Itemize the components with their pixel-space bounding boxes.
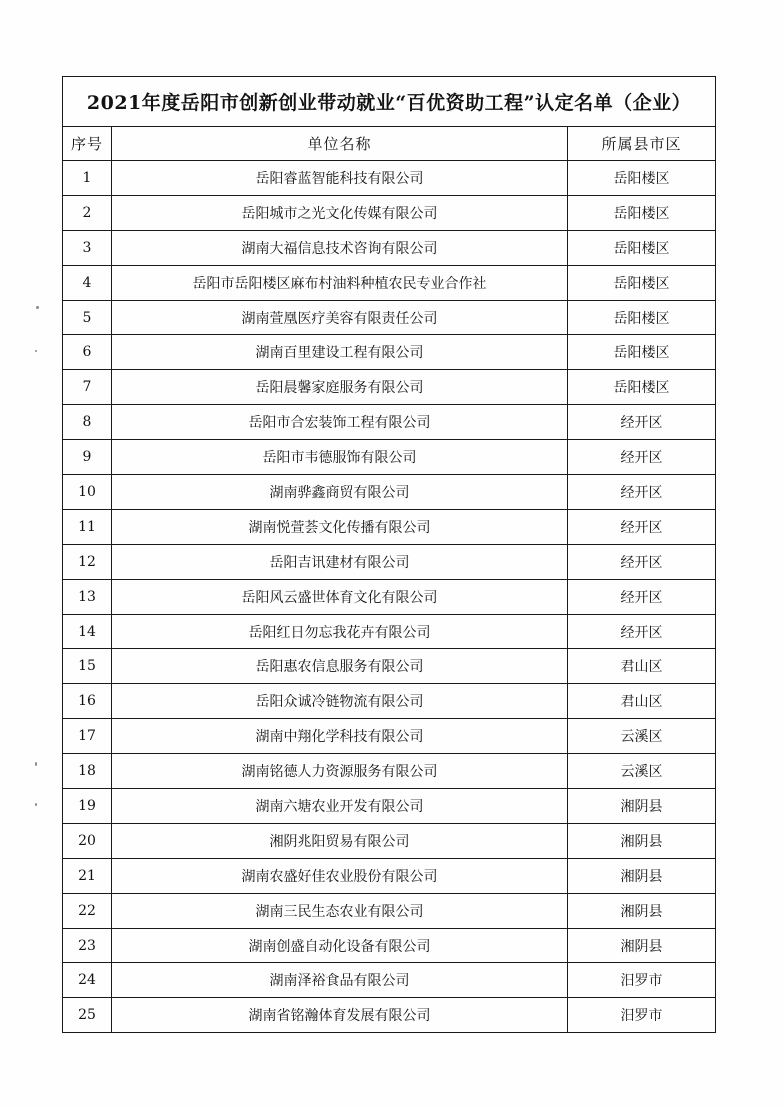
row-number: 11	[63, 509, 112, 544]
row-company-name: 湖南悦萱荟文化传播有限公司	[112, 509, 568, 544]
row-company-name: 湖南百里建设工程有限公司	[112, 335, 568, 370]
row-company-name: 湖南创盛自动化设备有限公司	[112, 928, 568, 963]
row-district: 汨罗市	[568, 998, 716, 1033]
row-district: 湘阴县	[568, 789, 716, 824]
row-district: 岳阳楼区	[568, 161, 716, 196]
row-number: 24	[63, 963, 112, 998]
row-district: 湘阴县	[568, 858, 716, 893]
row-number: 19	[63, 789, 112, 824]
row-district: 岳阳楼区	[568, 300, 716, 335]
row-company-name: 湖南中翔化学科技有限公司	[112, 719, 568, 754]
row-district: 岳阳楼区	[568, 265, 716, 300]
table-header-row	[63, 127, 716, 161]
table-row	[63, 544, 716, 579]
row-number: 25	[63, 998, 112, 1033]
row-company-name: 湖南泽裕食品有限公司	[112, 963, 568, 998]
row-district: 云溪区	[568, 719, 716, 754]
table-row	[63, 858, 716, 893]
row-number: 13	[63, 579, 112, 614]
row-company-name: 岳阳市岳阳楼区麻布村油料种植农民专业合作社	[112, 265, 568, 300]
row-district: 经开区	[568, 475, 716, 510]
row-number: 10	[63, 475, 112, 510]
row-district: 岳阳楼区	[568, 195, 716, 230]
row-number: 21	[63, 858, 112, 893]
document-title: 2021年度岳阳市创新创业带动就业“百优资助工程”认定名单（企业）	[63, 77, 716, 127]
row-district: 湘阴县	[568, 928, 716, 963]
table-row	[63, 614, 716, 649]
row-district: 汨罗市	[568, 963, 716, 998]
table-row	[63, 963, 716, 998]
row-district: 岳阳楼区	[568, 370, 716, 405]
row-district: 君山区	[568, 649, 716, 684]
row-company-name: 岳阳城市之光文化传媒有限公司	[112, 195, 568, 230]
scan-speck	[35, 350, 37, 352]
row-company-name: 湖南农盛好佳农业股份有限公司	[112, 858, 568, 893]
row-company-name: 湘阴兆阳贸易有限公司	[112, 823, 568, 858]
row-number: 1	[63, 161, 112, 196]
row-number: 23	[63, 928, 112, 963]
header-name: 单位名称	[112, 127, 568, 161]
table-row	[63, 579, 716, 614]
row-company-name: 岳阳风云盛世体育文化有限公司	[112, 579, 568, 614]
row-number: 12	[63, 544, 112, 579]
table-row	[63, 195, 716, 230]
table-row	[63, 230, 716, 265]
table-row	[63, 161, 716, 196]
table-row	[63, 823, 716, 858]
row-number: 9	[63, 440, 112, 475]
row-company-name: 岳阳吉讯建材有限公司	[112, 544, 568, 579]
row-number: 7	[63, 370, 112, 405]
row-district: 岳阳楼区	[568, 335, 716, 370]
table-row	[63, 684, 716, 719]
row-district: 湘阴县	[568, 893, 716, 928]
row-company-name: 岳阳睿蓝智能科技有限公司	[112, 161, 568, 196]
row-company-name: 湖南骅鑫商贸有限公司	[112, 475, 568, 510]
row-company-name: 湖南大福信息技术咨询有限公司	[112, 230, 568, 265]
row-company-name: 岳阳红日勿忘我花卉有限公司	[112, 614, 568, 649]
table-row	[63, 335, 716, 370]
row-district: 经开区	[568, 440, 716, 475]
table-row	[63, 928, 716, 963]
row-district: 岳阳楼区	[568, 230, 716, 265]
table-row	[63, 405, 716, 440]
table-row	[63, 789, 716, 824]
scan-speck	[36, 306, 39, 309]
table-row	[63, 300, 716, 335]
row-district: 经开区	[568, 509, 716, 544]
row-number: 6	[63, 335, 112, 370]
row-district: 云溪区	[568, 754, 716, 789]
row-company-name: 岳阳市韦德服饰有限公司	[112, 440, 568, 475]
table-row	[63, 998, 716, 1033]
row-company-name: 湖南铭德人力资源服务有限公司	[112, 754, 568, 789]
table-row	[63, 475, 716, 510]
table-row	[63, 440, 716, 475]
row-company-name: 湖南萱凰医疗美容有限责任公司	[112, 300, 568, 335]
row-company-name: 湖南三民生态农业有限公司	[112, 893, 568, 928]
table-row	[63, 754, 716, 789]
row-number: 18	[63, 754, 112, 789]
row-number: 4	[63, 265, 112, 300]
row-number: 14	[63, 614, 112, 649]
row-number: 17	[63, 719, 112, 754]
row-company-name: 岳阳惠农信息服务有限公司	[112, 649, 568, 684]
table-row	[63, 649, 716, 684]
row-number: 16	[63, 684, 112, 719]
row-district: 经开区	[568, 405, 716, 440]
row-number: 15	[63, 649, 112, 684]
row-district: 湘阴县	[568, 823, 716, 858]
row-district: 经开区	[568, 614, 716, 649]
table-row	[63, 719, 716, 754]
row-number: 8	[63, 405, 112, 440]
row-number: 3	[63, 230, 112, 265]
header-no: 序号	[63, 127, 112, 161]
row-company-name: 湖南省铭瀚体育发展有限公司	[112, 998, 568, 1033]
row-company-name: 岳阳市合宏装饰工程有限公司	[112, 405, 568, 440]
row-number: 2	[63, 195, 112, 230]
scan-speck	[35, 762, 37, 766]
table-row	[63, 893, 716, 928]
row-district: 经开区	[568, 544, 716, 579]
row-company-name: 湖南六塘农业开发有限公司	[112, 789, 568, 824]
row-number: 5	[63, 300, 112, 335]
table-row	[63, 370, 716, 405]
row-company-name: 岳阳晨馨家庭服务有限公司	[112, 370, 568, 405]
enterprise-list-table	[62, 76, 716, 1033]
table-row	[63, 509, 716, 544]
row-number: 20	[63, 823, 112, 858]
table-row	[63, 265, 716, 300]
row-company-name: 岳阳众诚冷链物流有限公司	[112, 684, 568, 719]
row-number: 22	[63, 893, 112, 928]
scan-speck	[35, 803, 37, 806]
row-district: 君山区	[568, 684, 716, 719]
row-district: 经开区	[568, 579, 716, 614]
header-area: 所属县市区	[568, 127, 716, 161]
